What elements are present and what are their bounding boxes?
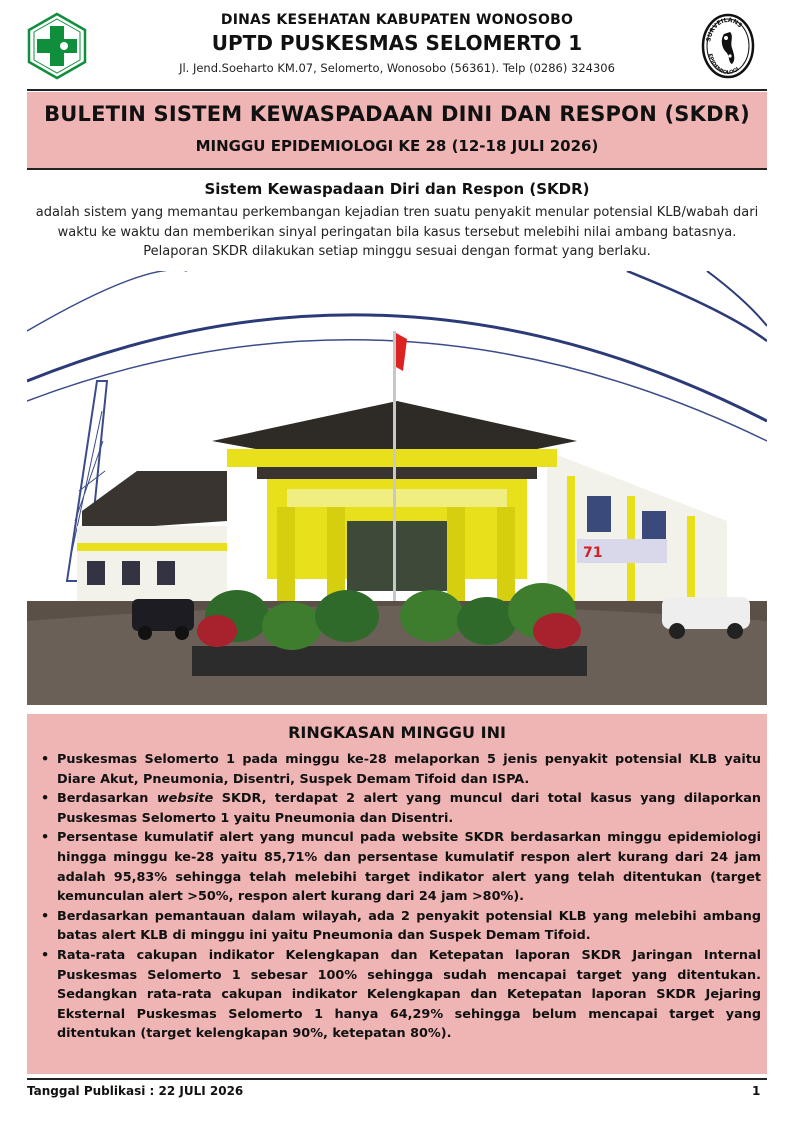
- banner-text: 71: [583, 545, 603, 561]
- summary-item: • Persentase kumulatif alert yang muncul pada website SKDR berdasarkan minggu epidemiologi hingga minggu ke-28 yaitu 85,71% dan persentase kumulatif respon alert kurang dari 24 jam adalah 95,83% sehingga telah melebihi target indikator alert yang telah ditentukan (target kemunculan alert >50%, respon alert kurang dari 24 jam >80%).: [41, 830, 761, 905]
- puskesmas-building-photo-icon: [27, 271, 767, 705]
- page-number: 1: [752, 1084, 761, 1098]
- document-header: [0, 0, 794, 92]
- intro-heading: Sistem Kewaspadaan Diri dan Respon (SKDR): [204, 180, 590, 198]
- bulletin-subtitle: MINGGU EPIDEMIOLOGI KE 28 (12-18 JULI 2026): [195, 137, 599, 155]
- intro-text: adalah sistem yang memantau perkembangan kejadian tren suatu penyakit menular potensial KLB/wabah dari waktu ke waktu dan memberikan sinyal peringatan bila kasus tersebut melebihi nilai ambang batasnya. Pelaporan SKDR dilakukan setiap minggu sesuai dengan format yang berlaku.: [35, 205, 759, 259]
- logo-text-bottom: EPIDEMIOLOGI: [706, 53, 741, 77]
- summary-list: [39, 750, 761, 1044]
- logo-text-top: SURVEILANS: [705, 16, 744, 43]
- summary-item: • Puskesmas Selomerto 1 pada minggu ke-28 melaporkan 5 jenis penyakit potensial KLB yaitu Diare Akut, Pneumonia, Disentri, Suspek Demam Tifoid dan ISPA.: [41, 752, 761, 787]
- surveilans-epidemiologi-logo-icon: [700, 12, 756, 80]
- header-divider: [27, 89, 767, 91]
- agency-name: DINAS KESEHATAN KABUPATEN WONOSOBO: [220, 12, 574, 28]
- summary-heading: RINGKASAN MINGGU INI: [288, 723, 506, 742]
- summary-item: • Berdasarkan pemantauan dalam wilayah, ada 2 penyakit potensial KLB yang melebihi ambang batas alert KLB di minggu ini yaitu Pneumonia dan Suspek Demam Tifoid.: [41, 908, 761, 944]
- footer-divider: [27, 1078, 767, 1080]
- publication-date: Tanggal Publikasi : 22 JULI 2026: [27, 1084, 244, 1098]
- bulletin-title: BULETIN SISTEM KEWASPADAAN DINI DAN RESPON (SKDR): [44, 102, 750, 126]
- summary-item: • Berdasarkan website SKDR, terdapat 2 alert yang muncul dari total kasus yang dilaporkan Puskesmas Selomerto 1 yaitu Pneumonia dan Disentri.: [41, 791, 761, 826]
- weekly-summary-section: [27, 714, 767, 1074]
- puskesmas-name: UPTD PUSKESMAS SELOMERTO 1: [211, 31, 583, 55]
- summary-item: • Rata-rata cakupan indikator Kelengkapan dan Ketepatan laporan SKDR Jaringan Internal Puskesmas Selomerto 1 sebesar 100% sehingga sudah mencapai target yang ditentukan. Sedangkan rata-rata cakupan indikator Kelengkapan dan Ketepatan laporan SKDR Jejaring Eksternal Puskesmas Selomerto 1 hanya 64,29% sehingga belum mencapai target yang ditentukan (target kelengkapan 90%, ketepatan 80%).: [41, 947, 761, 1042]
- address: Jl. Jend.Soeharto KM.07, Selomerto, Wonosobo (56361). Telp (0286) 324306: [179, 61, 615, 75]
- bulletin-title-band: [27, 92, 767, 170]
